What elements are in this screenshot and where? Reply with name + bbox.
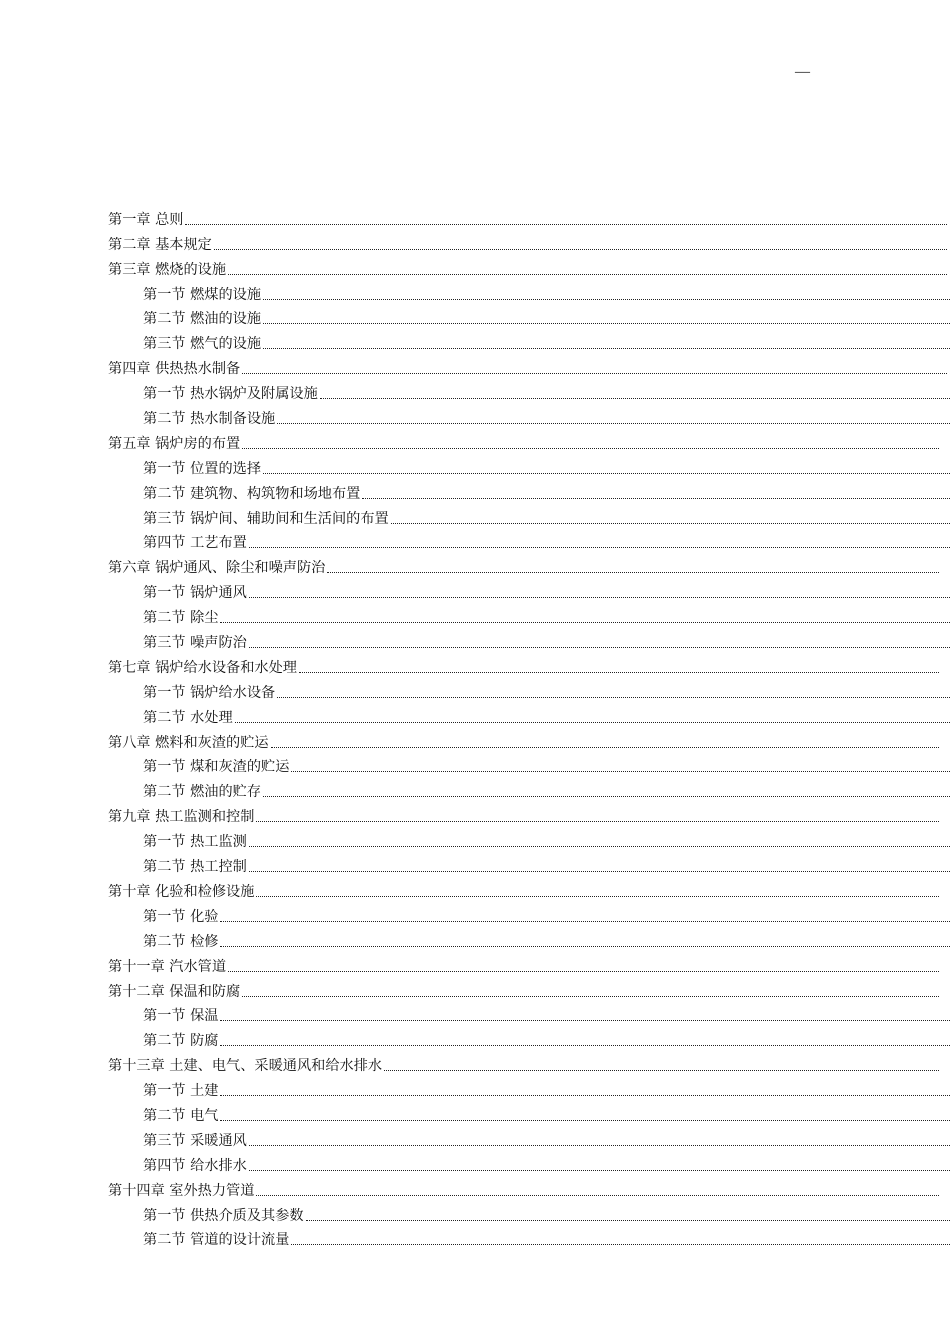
toc-section-entry[interactable] — [0, 328, 950, 353]
toc-entry-title: 第二节 热工控制 — [143, 859, 247, 876]
dot-leader — [249, 646, 950, 648]
dot-leader — [291, 770, 950, 772]
dot-leader — [384, 1069, 939, 1071]
toc-section-entry[interactable] — [0, 776, 950, 801]
toc-chapter-entry[interactable] — [0, 976, 939, 1001]
dot-leader — [220, 1019, 950, 1021]
toc-section-entry[interactable] — [0, 901, 950, 926]
toc-entry-title: 第五章 锅炉房的布置 — [108, 435, 241, 452]
dot-leader — [220, 945, 950, 947]
toc-section-entry[interactable] — [0, 1100, 950, 1125]
dot-leader — [391, 522, 950, 524]
dot-leader — [220, 920, 950, 922]
dot-leader — [299, 671, 939, 673]
toc-chapter-entry[interactable] — [0, 204, 947, 229]
toc-chapter-entry[interactable] — [0, 229, 947, 254]
page-corner-mark: — — [795, 64, 810, 80]
dot-leader — [263, 298, 950, 300]
dot-leader — [362, 497, 950, 499]
toc-entry-title: 第二节 管道的设计流量 — [143, 1232, 290, 1249]
toc-entry-title: 第三节 锅炉间、辅助间和生活间的布置 — [143, 510, 389, 527]
toc-section-entry[interactable] — [0, 1200, 950, 1225]
toc-entry-title: 第四节 给水排水 — [143, 1157, 247, 1174]
toc-entry-title: 第一节 保温 — [143, 1008, 219, 1025]
dot-leader — [249, 870, 950, 872]
toc-section-entry[interactable] — [0, 677, 950, 702]
dot-leader — [256, 1194, 939, 1196]
dot-leader — [235, 721, 950, 723]
toc-entry-title: 第七章 锅炉给水设备和水处理 — [108, 659, 297, 676]
dot-leader — [249, 1169, 950, 1171]
toc-section-entry[interactable] — [0, 1150, 950, 1175]
toc-entry-title: 第二节 热水制备设施 — [143, 411, 276, 428]
dot-leader — [277, 422, 950, 424]
dot-leader — [214, 248, 947, 250]
dot-leader — [320, 397, 950, 399]
toc-entry-title: 第十二章 保温和防腐 — [108, 983, 241, 1000]
toc-section-entry[interactable] — [0, 1075, 950, 1100]
dot-leader — [327, 571, 939, 573]
toc-entry-title: 第一节 热工监测 — [143, 834, 247, 851]
dot-leader — [263, 795, 950, 797]
toc-section-entry[interactable] — [0, 478, 950, 503]
toc-section-entry[interactable] — [0, 851, 950, 876]
dot-leader — [242, 447, 939, 449]
toc-chapter-entry[interactable] — [0, 727, 939, 752]
table-of-contents — [0, 204, 950, 1249]
toc-entry-title: 第一节 土建 — [143, 1083, 219, 1100]
dot-leader — [249, 1144, 950, 1146]
toc-entry-title: 第十四章 室外热力管道 — [108, 1182, 255, 1199]
toc-section-entry[interactable] — [0, 503, 950, 528]
toc-section-entry[interactable] — [0, 453, 950, 478]
toc-entry-title: 第三节 采暖通风 — [143, 1132, 247, 1149]
toc-entry-title: 第一节 位置的选择 — [143, 460, 262, 477]
dot-leader — [291, 1243, 950, 1245]
dot-leader — [249, 845, 950, 847]
toc-entry-title: 第二节 电气 — [143, 1107, 219, 1124]
toc-section-entry[interactable] — [0, 602, 950, 627]
toc-chapter-entry[interactable] — [0, 951, 939, 976]
dot-leader — [249, 596, 950, 598]
toc-entry-title: 第十一章 汽水管道 — [108, 958, 227, 975]
toc-entry-title: 第八章 燃料和灰渣的贮运 — [108, 734, 269, 751]
toc-section-entry[interactable] — [0, 752, 950, 777]
toc-entry-title: 第三节 噪声防治 — [143, 635, 247, 652]
toc-section-entry[interactable] — [0, 403, 950, 428]
dot-leader — [220, 1044, 950, 1046]
toc-entry-title: 第二节 燃油的设施 — [143, 311, 262, 328]
toc-chapter-entry[interactable] — [0, 876, 939, 901]
dot-leader — [228, 273, 947, 275]
dot-leader — [256, 820, 939, 822]
dot-leader — [220, 1119, 950, 1121]
dot-leader — [306, 1219, 950, 1221]
toc-section-entry[interactable] — [0, 1025, 950, 1050]
toc-section-entry[interactable] — [0, 1125, 950, 1150]
toc-chapter-entry[interactable] — [0, 1175, 939, 1200]
dot-leader — [256, 895, 939, 897]
toc-chapter-entry[interactable] — [0, 801, 939, 826]
toc-section-entry[interactable] — [0, 1225, 950, 1250]
toc-entry-title: 第二节 检修 — [143, 933, 219, 950]
toc-entry-title: 第二节 除尘 — [143, 610, 219, 627]
toc-section-entry[interactable] — [0, 1001, 950, 1026]
toc-chapter-entry[interactable] — [0, 652, 939, 677]
toc-entry-title: 第一节 煤和灰渣的贮运 — [143, 759, 290, 776]
toc-chapter-entry[interactable] — [0, 1050, 939, 1075]
toc-entry-title: 第二节 燃油的贮存 — [143, 784, 262, 801]
dot-leader — [263, 347, 950, 349]
dot-leader — [220, 621, 950, 623]
toc-entry-title: 第十三章 土建、电气、采暖通风和给水排水 — [108, 1058, 383, 1075]
dot-leader — [263, 472, 950, 474]
toc-entry-title: 第六章 锅炉通风、除尘和噪声防治 — [108, 560, 326, 577]
toc-section-entry[interactable] — [0, 577, 950, 602]
toc-entry-title: 第十章 化验和检修设施 — [108, 883, 255, 900]
toc-entry-title: 第二节 建筑物、构筑物和场地布置 — [143, 485, 361, 502]
dot-leader — [242, 995, 939, 997]
toc-chapter-entry[interactable] — [0, 254, 947, 279]
dot-leader — [220, 1094, 950, 1096]
dot-leader — [249, 546, 950, 548]
dot-leader — [277, 696, 950, 698]
toc-entry-title: 第二章 基本规定 — [108, 236, 212, 253]
toc-section-entry[interactable] — [0, 926, 950, 951]
dot-leader — [242, 372, 947, 374]
toc-section-entry[interactable] — [0, 627, 950, 652]
toc-entry-title: 第一节 供热介质及其参数 — [143, 1207, 304, 1224]
toc-entry-title: 第四章 供热热水制备 — [108, 361, 241, 378]
toc-entry-title: 第一节 燃煤的设施 — [143, 286, 262, 303]
toc-section-entry[interactable] — [0, 702, 950, 727]
toc-chapter-entry[interactable] — [0, 552, 939, 577]
toc-entry-title: 第三章 燃烧的设施 — [108, 261, 227, 278]
toc-entry-title: 第一节 锅炉通风 — [143, 585, 247, 602]
toc-entry-title: 第九章 热工监测和控制 — [108, 809, 255, 826]
dot-leader — [271, 746, 939, 748]
toc-section-entry[interactable] — [0, 378, 950, 403]
toc-entry-title: 第一章 总则 — [108, 211, 184, 228]
toc-chapter-entry[interactable] — [0, 353, 947, 378]
toc-section-entry[interactable] — [0, 279, 950, 304]
toc-entry-title: 第一节 化验 — [143, 908, 219, 925]
toc-entry-title: 第一节 热水锅炉及附属设施 — [143, 386, 318, 403]
toc-entry-title: 第一节 锅炉给水设备 — [143, 684, 276, 701]
toc-section-entry[interactable] — [0, 528, 950, 553]
toc-section-entry[interactable] — [0, 304, 950, 329]
dot-leader — [228, 970, 939, 972]
toc-entry-title: 第二节 防腐 — [143, 1033, 219, 1050]
toc-entry-title: 第二节 水处理 — [143, 709, 233, 726]
toc-section-entry[interactable] — [0, 826, 950, 851]
toc-chapter-entry[interactable] — [0, 428, 939, 453]
dot-leader — [185, 223, 947, 225]
toc-entry-title: 第三节 燃气的设施 — [143, 336, 262, 353]
dot-leader — [263, 322, 950, 324]
toc-entry-title: 第四节 工艺布置 — [143, 535, 247, 552]
